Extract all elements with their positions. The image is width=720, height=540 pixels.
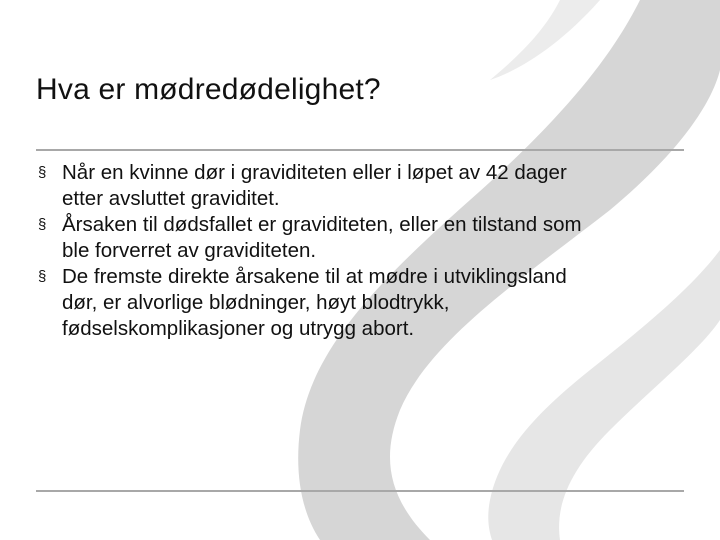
bullet-marker-icon: §: [38, 216, 47, 233]
bullet-text-line: fødselskomplikasjoner og utrygg abort.: [62, 317, 415, 340]
bullet-marker-icon: §: [38, 268, 47, 285]
bullet-item: [38, 160, 688, 212]
bullet-text-line: De fremste direkte årsakene til at mødre i utviklingsland: [62, 265, 567, 288]
bullet-list: [38, 160, 688, 342]
bullet-text-line: Årsaken til dødsfallet er graviditeten, eller en tilstand som: [62, 213, 582, 236]
bullet-text-line: dør, er alvorlige blødninger, høyt blodtrykk,: [62, 291, 450, 314]
swoosh-small: [490, 0, 600, 80]
bullet-item: [38, 212, 688, 264]
bullet-item: [38, 264, 688, 342]
title-divider: [36, 149, 684, 151]
bullet-text-line: etter avsluttet graviditet.: [62, 187, 280, 210]
bullet-text-line: ble forverret av graviditeten.: [62, 239, 317, 262]
bullet-text-line: Når en kvinne dør i graviditeten eller i løpet av 42 dager: [62, 161, 567, 184]
footer-divider: [36, 490, 684, 492]
bullet-marker-icon: §: [38, 164, 47, 181]
slide-title: Hva er mødredødelighet?: [36, 73, 381, 106]
